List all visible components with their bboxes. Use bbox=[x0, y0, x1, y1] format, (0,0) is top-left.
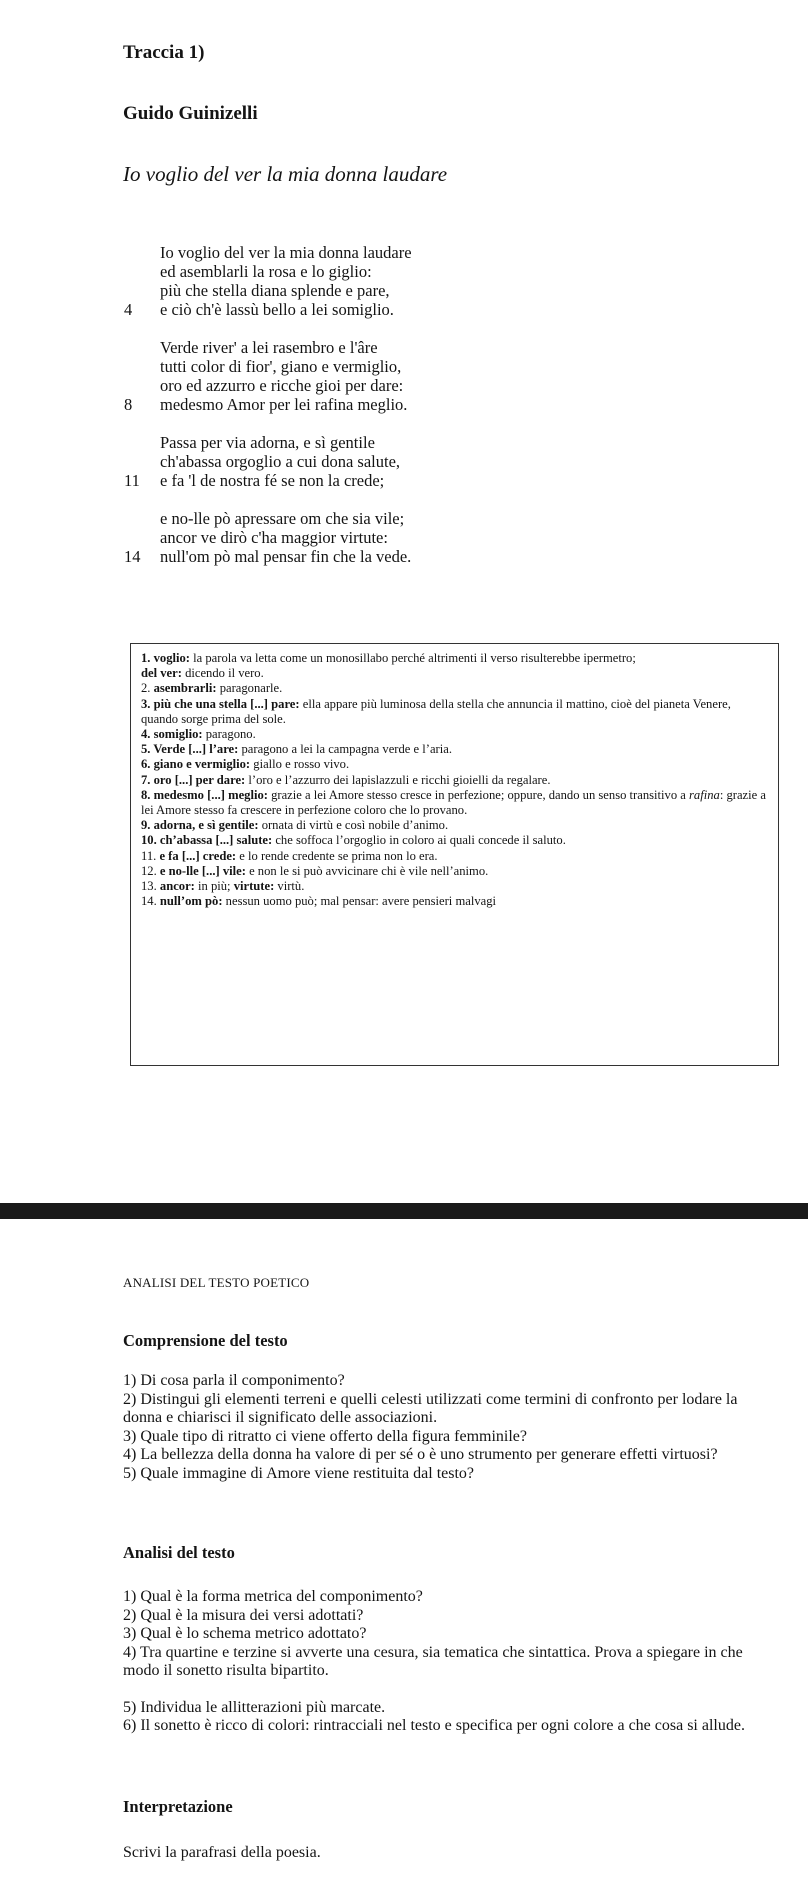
poem-line bbox=[124, 547, 412, 566]
line-text: e fa 'l de nostra fé se non la crede; bbox=[160, 471, 385, 490]
comprehension-title: Comprensione del testo bbox=[123, 1331, 288, 1350]
stanza bbox=[124, 433, 412, 490]
stanza bbox=[124, 338, 412, 414]
note-item bbox=[141, 681, 768, 696]
poem-line bbox=[124, 433, 412, 452]
note-item bbox=[141, 697, 768, 727]
line-text: e ciò ch'è lassù bello a lei somiglio. bbox=[160, 300, 394, 319]
note-italic: rafina bbox=[689, 787, 720, 802]
note-term: 6. giano e vermiglio: bbox=[141, 757, 251, 772]
note-item bbox=[141, 757, 768, 772]
stanza bbox=[124, 243, 412, 319]
note-term: 1. voglio: bbox=[141, 651, 190, 665]
interpretation-text: Scrivi la parafrasi della poesia. bbox=[123, 1844, 321, 1861]
poem-line bbox=[124, 281, 412, 300]
poem-text bbox=[124, 243, 412, 585]
poem-line bbox=[124, 262, 412, 281]
stanza bbox=[124, 509, 412, 566]
line-text: ch'abassa orgoglio a cui dona salute, bbox=[160, 452, 401, 471]
question: 6) Il sonetto è ricco di colori: rintracciali nel testo e specifica per ogni colore a che cosa si allude. bbox=[123, 1717, 745, 1734]
note-item bbox=[141, 727, 768, 742]
poem-title: Io voglio del ver la mia donna laudare bbox=[123, 162, 448, 186]
note-item bbox=[141, 666, 768, 681]
note-text: e non le si può avvicinare chi è vile nell’animo. bbox=[245, 863, 489, 878]
question: 4) La bellezza della donna ha valore di per sé o è uno strumento per generare effetti virtuosi? bbox=[123, 1446, 718, 1463]
analysis-label: ANALISI DEL TESTO POETICO bbox=[123, 1275, 310, 1290]
note-item bbox=[141, 833, 768, 848]
line-number: 14 bbox=[124, 547, 141, 566]
question: 1) Qual è la forma metrica del componimento? bbox=[123, 1588, 423, 1605]
text-analysis-questions bbox=[123, 1588, 763, 1736]
comprehension-questions bbox=[123, 1372, 763, 1483]
question: 5) Quale immagine di Amore viene restituita dal testo? bbox=[123, 1464, 475, 1482]
interpretation-title: Interpretazione bbox=[123, 1797, 233, 1816]
note-text: grazie a lei Amore stesso cresce in perfezione; oppure, dando un senso transitivo a bbox=[267, 787, 690, 802]
note-text: ella appare più luminosa della stella che annuncia il mattino, cioè del pianeta Venere, quando sorge prima del sole. bbox=[141, 696, 731, 726]
note-term: 3. più che una stella [...] pare: bbox=[141, 696, 300, 711]
note-text: paragono a lei la campagna verde e l’aria. bbox=[238, 742, 452, 757]
note-item bbox=[141, 879, 768, 894]
page-title: Traccia 1) bbox=[123, 42, 205, 63]
note-term: 4. somiglio: bbox=[141, 727, 203, 742]
poem-line bbox=[124, 357, 412, 376]
note-text: paragonarle. bbox=[216, 681, 283, 696]
question: 4) Tra quartine e terzine si avverte una cesura, sia tematica che sintattica. Prova a spiegare in che modo il sonetto risulta bipartito. bbox=[123, 1643, 743, 1679]
line-text: oro ed azzurro e ricche gioi per dare: bbox=[160, 376, 404, 395]
note-text: in più; bbox=[194, 879, 234, 894]
line-text: Passa per via adorna, e sì gentile bbox=[160, 433, 375, 452]
line-text: ancor ve dirò c'ha maggior virtute: bbox=[160, 528, 388, 547]
line-number: 8 bbox=[124, 395, 133, 414]
poem-line bbox=[124, 243, 412, 262]
poem-line bbox=[124, 528, 412, 547]
note-number: 12. bbox=[141, 863, 160, 878]
line-text: ed asemblarli la rosa e lo giglio: bbox=[160, 262, 372, 281]
note-number: 11. bbox=[141, 848, 160, 863]
poem-line bbox=[124, 338, 412, 357]
line-number: 11 bbox=[124, 471, 140, 490]
author-name: Guido Guinizelli bbox=[123, 103, 258, 124]
note-term: asembrarli: bbox=[153, 681, 217, 696]
poem-line bbox=[124, 509, 412, 528]
note-term: 7. oro [...] per dare: bbox=[141, 772, 246, 787]
note-text: nessun uomo può; mal pensar: avere pensieri malvagi bbox=[222, 894, 497, 909]
note-item bbox=[141, 818, 768, 833]
line-text: null'om pò mal pensar fin che la vede. bbox=[160, 547, 412, 566]
note-item bbox=[141, 849, 768, 864]
note-item bbox=[141, 864, 768, 879]
note-text: virtù. bbox=[274, 879, 305, 894]
poem-line bbox=[124, 395, 412, 414]
note-text: l’oro e l’azzurro dei lapislazzuli e ricchi gioielli da regalare. bbox=[245, 772, 551, 787]
note-text: che soffoca l’orgoglio in coloro ai quali concede il saluto. bbox=[272, 833, 566, 848]
note-text: e lo rende credente se prima non lo era. bbox=[236, 848, 438, 863]
question: 3) Qual è lo schema metrico adottato? bbox=[123, 1625, 367, 1642]
note-item bbox=[141, 773, 768, 788]
line-number: 4 bbox=[124, 300, 133, 319]
line-text: medesmo Amor per lei rafina meglio. bbox=[160, 395, 408, 414]
note-term: null’om pò: bbox=[159, 894, 223, 909]
note-term: e no-lle [...] vile: bbox=[159, 863, 246, 878]
note-text: : grazie a lei Amore stesso fa crescere in perfezione coloro che lo provano. bbox=[141, 787, 766, 818]
note-number: 14. bbox=[141, 894, 160, 909]
note-text: giallo e rosso vivo. bbox=[250, 757, 350, 772]
note-term: del ver: bbox=[141, 666, 182, 681]
note-text: ornata di virtù e così nobile d’animo. bbox=[258, 818, 449, 833]
notes-box bbox=[130, 643, 779, 1066]
line-text: Verde river' a lei rasembro e l'âre bbox=[160, 338, 378, 357]
note-term: e fa [...] crede: bbox=[159, 848, 237, 863]
line-text: Io voglio del ver la mia donna laudare bbox=[160, 243, 412, 262]
note-text: paragono. bbox=[202, 727, 256, 742]
text-analysis-title: Analisi del testo bbox=[123, 1543, 235, 1562]
note-item bbox=[141, 742, 768, 757]
question: 2) Qual è la misura dei versi adottati? bbox=[123, 1606, 364, 1624]
question: 2) Distingui gli elementi terreni e quelli celesti utilizzati come termini di confronto per lodare la donna e chiarisci il significato delle associazioni. bbox=[123, 1390, 738, 1426]
poem-line bbox=[124, 452, 412, 471]
note-term: 9. adorna, e sì gentile: bbox=[141, 818, 259, 833]
question: 5) Individua le allitterazioni più marcate. bbox=[123, 1698, 386, 1716]
line-text: tutti color di fior', giano e vermiglio, bbox=[160, 357, 402, 376]
note-number: 2. bbox=[141, 681, 154, 696]
note-item bbox=[141, 788, 768, 818]
question: 3) Quale tipo di ritratto ci viene offerto della figura femminile? bbox=[123, 1427, 527, 1445]
note-item bbox=[141, 651, 768, 666]
note-item bbox=[141, 894, 768, 909]
note-term: 10. ch’abassa [...] salute: bbox=[141, 833, 273, 848]
line-text: più che stella diana splende e pare, bbox=[160, 281, 390, 300]
question: 1) Di cosa parla il componimento? bbox=[123, 1372, 345, 1389]
note-text: la parola va letta come un monosillabo perché altrimenti il verso risulterebbe ipermetro; bbox=[189, 651, 636, 665]
note-term: ancor: bbox=[159, 879, 195, 894]
line-text: e no-lle pò apressare om che sia vile; bbox=[160, 509, 405, 528]
poem-line bbox=[124, 300, 412, 319]
page-divider bbox=[0, 1203, 808, 1219]
note-number: 13. bbox=[141, 879, 160, 894]
note-term: virtute: bbox=[233, 879, 275, 894]
poem-line bbox=[124, 376, 412, 395]
note-term: 8. medesmo [...] meglio: bbox=[141, 787, 268, 802]
poem-line bbox=[124, 471, 412, 490]
note-text: dicendo il vero. bbox=[181, 666, 264, 681]
note-term: 5. Verde [...] l’are: bbox=[141, 742, 239, 757]
